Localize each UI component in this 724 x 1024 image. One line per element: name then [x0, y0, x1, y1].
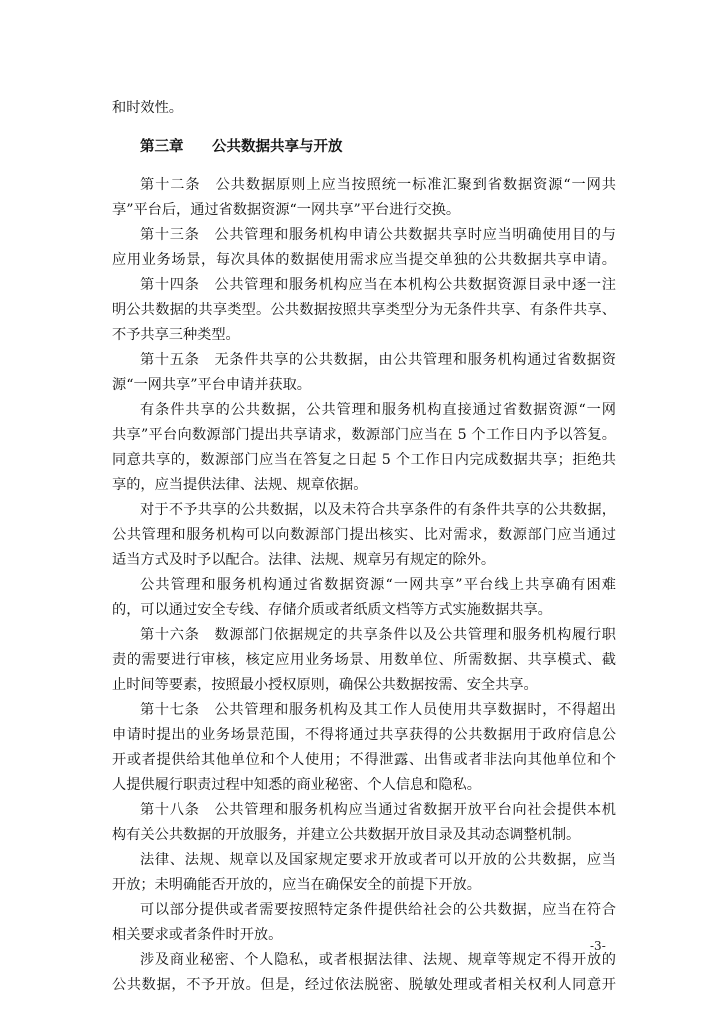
- article-15-para3-line-1: 对于不予共享的公共数据，以及未符合共享条件的有条件共享的公共数据，: [140, 502, 616, 518]
- article-14-line-1: 第十四条 公共管理和服务机构应当在本机构公共数据资源目录中逐一注: [140, 277, 616, 293]
- article-15-para4-line-1: 公共管理和服务机构通过省数据资源“一网共享”平台线上共享确有困难: [140, 577, 616, 593]
- article-18-para2-line-1: 法律、法规、规章以及国家规定要求开放或者可以开放的公共数据，应当: [140, 852, 616, 868]
- article-15-para2-line-4: 享的，应当提供法律、法规、规章依据。: [112, 477, 368, 493]
- chapter-title: 公共数据共享与开放: [212, 139, 343, 155]
- article-18-para3-line-2: 相关要求或者条件时开放。: [112, 927, 283, 943]
- article-15-para4-line-2: 的，可以通过安全专线、存储介质或者纸质文档等方式实施数据共享。: [112, 602, 552, 618]
- article-17-line-4: 人提供履行职责过程中知悉的商业秘密、个人信息和隐私。: [112, 777, 481, 793]
- page-number: -3-: [590, 939, 606, 953]
- article-17-line-2: 申请时提出的业务场景范围，不得将通过共享获得的公共数据用于政府信息公: [112, 727, 616, 743]
- article-12-line-1: 第十二条 公共数据原则上应当按照统一标准汇聚到省数据资源“一网共: [140, 177, 616, 193]
- article-12-line-2: 享”平台后，通过省数据资源“一网共享”平台进行交换。: [112, 202, 461, 218]
- article-15-para3-line-2: 公共管理和服务机构可以向数源部门提出核实、比对需求，数源部门应当通过: [112, 527, 616, 543]
- article-16-line-2: 责的需要进行审核，核定应用业务场景、用数单位、所需数据、共享模式、截: [112, 652, 616, 668]
- chapter-number: 第三章: [140, 139, 184, 155]
- article-18-para4-line-1: 涉及商业秘密、个人隐私，或者根据法律、法规、规章等规定不得开放的: [140, 952, 616, 968]
- article-13-line-2: 应用业务场景，每次具体的数据使用需求应当提交单独的公共数据共享申请。: [112, 252, 616, 268]
- article-16-line-1: 第十六条 数源部门依据规定的共享条件以及公共管理和服务机构履行职: [140, 627, 616, 643]
- article-16-line-3: 止时间等要素，按照最小授权原则，确保公共数据按需、安全共享。: [112, 677, 538, 693]
- article-18-para3-line-1: 可以部分提供或者需要按照特定条件提供给社会的公共数据，应当在符合: [140, 902, 616, 918]
- article-17-line-1: 第十七条 公共管理和服务机构及其工作人员使用共享数据时，不得超出: [140, 702, 616, 718]
- article-15-para2-line-1: 有条件共享的公共数据，公共管理和服务机构直接通过省数据资源“一网: [140, 402, 616, 418]
- article-15-line-1: 第十五条 无条件共享的公共数据，由公共管理和服务机构通过省数据资: [140, 352, 616, 368]
- chapter-heading: [140, 137, 343, 157]
- article-18-line-2: 构有关公共数据的开放服务，并建立公共数据开放目录及其动态调整机制。: [112, 827, 581, 843]
- article-18-line-1: 第十八条 公共管理和服务机构应当通过省数据开放平台向社会提供本机: [140, 802, 616, 818]
- article-13-line-1: 第十三条 公共管理和服务机构申请公共数据共享时应当明确使用目的与: [140, 227, 616, 243]
- article-15-line-2: 源“一网共享”平台申请并获取。: [112, 377, 311, 393]
- paragraph-continuation: 和时效性。: [112, 100, 183, 116]
- article-15-para3-line-3: 适当方式及时予以配合。法律、法规、规章另有规定的除外。: [112, 552, 496, 568]
- article-15-para2-line-2: 共享”平台向数源部门提出共享请求，数源部门应当在 5 个工作日内予以答复。: [112, 427, 616, 443]
- article-18-para4-line-2: 公共数据，不予开放。但是，经过依法脱密、脱敏处理或者相关权利人同意开: [112, 977, 616, 993]
- article-14-line-2: 明公共数据的共享类型。公共数据按照共享类型分为无条件共享、有条件共享、: [112, 302, 616, 318]
- article-17-line-3: 开或者提供给其他单位和个人使用；不得泄露、出售或者非法向其他单位和个: [112, 752, 616, 768]
- article-18-para2-line-2: 开放；未明确能否开放的，应当在确保安全的前提下开放。: [112, 877, 481, 893]
- article-15-para2-line-3: 同意共享的，数源部门应当在答复之日起 5 个工作日内完成数据共享；拒绝共: [112, 452, 616, 468]
- article-14-line-3: 不予共享三种类型。: [112, 327, 240, 343]
